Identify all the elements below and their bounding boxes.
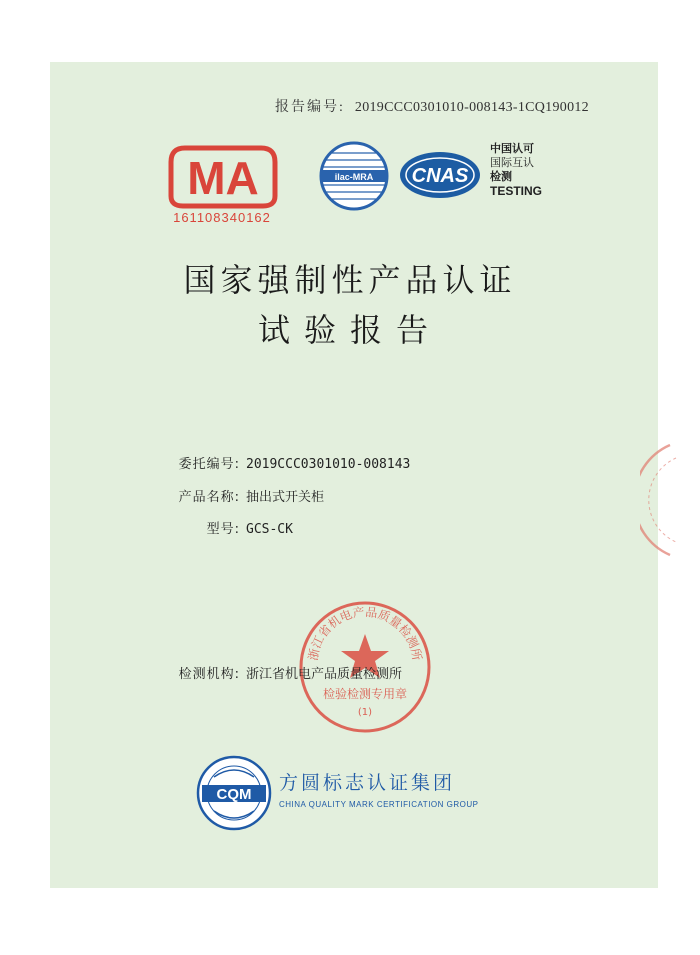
report-number-value: 2019CCC0301010-008143-1CQ190012 [354, 100, 589, 115]
product-name-label: 产品名称: [178, 490, 240, 505]
cnas-caption-line2: 国际互认 [490, 156, 534, 169]
product-name-value: 抽出式开关柜 [246, 490, 325, 505]
commission-number-value: 2019CCC0301010-008143 [246, 457, 411, 472]
commission-number-row [150, 453, 410, 472]
seal-ring-text: 浙江省机电产品质量检测所 [305, 604, 425, 662]
model-value: GCS-CK [246, 522, 293, 537]
commission-number-label: 委托编号: [178, 457, 240, 472]
cqm-badge-text: CQM [216, 786, 252, 803]
ilac-mra-logo [318, 140, 390, 212]
seal-inner-text: 检验检测专用章 [322, 687, 408, 701]
edge-seal-fragment [640, 440, 680, 560]
cqm-name-english: CHINA QUALITY MARK CERTIFICATION GROUP [279, 800, 479, 809]
cqm-name-chinese: 方圆标志认证集团 [279, 772, 456, 794]
seal-number: (1) [357, 707, 373, 718]
ma-logo-text: MA [187, 152, 259, 204]
report-number [275, 96, 589, 116]
product-name-row [150, 486, 324, 505]
model-row [150, 518, 293, 537]
document-title: 国家强制性产品认证 [183, 261, 517, 299]
cnas-caption [490, 142, 542, 198]
document-subtitle: 试验报告 [257, 311, 442, 349]
testing-agency-row [150, 663, 402, 682]
model-label: 型号: [206, 522, 240, 537]
cnas-caption-line4: TESTING [490, 184, 543, 198]
cnas-caption-line3: 检测 [490, 170, 512, 183]
ilac-logo-text: ilac-MRA [334, 172, 374, 182]
cnas-logo-text: CNAS [411, 165, 469, 187]
testing-agency-value: 浙江省机电产品质量检测所 [246, 667, 403, 682]
report-number-label: 报告编号: [275, 100, 345, 115]
ma-number: 161108340162 [173, 210, 271, 225]
cnas-logo [398, 150, 482, 200]
cnas-caption-line1: 中国认可 [490, 142, 534, 155]
cqm-logo [196, 755, 272, 831]
testing-agency-label: 检测机构: [178, 667, 240, 682]
